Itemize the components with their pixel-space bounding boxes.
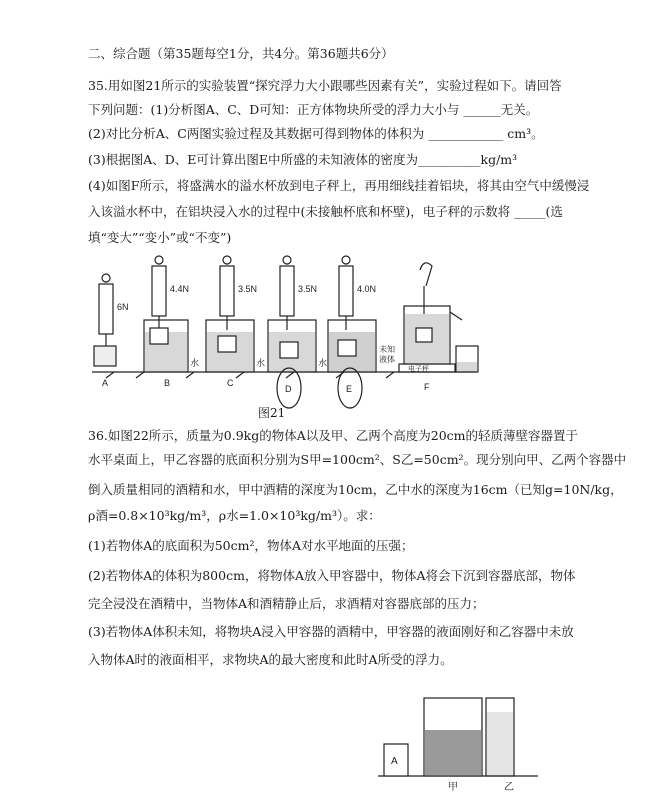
reading-c: 3.5N: [238, 284, 258, 294]
water-label-b: 水: [190, 358, 200, 368]
label-e: E: [346, 384, 353, 394]
q35-line-5: (4)如图F所示，将盛满水的溢水杯放到电子秤上，再用细线挂着铝块，将其由空气中缓慢浸: [88, 178, 590, 193]
q36-line-2: 水平桌面上，甲乙容器的底面积分别为S甲=100cm²、S乙=50cm²。现分别向甲、乙两个容器中: [88, 452, 627, 467]
fig21-setup-c: [206, 256, 254, 372]
unknown-liquid-label-1: 未知: [379, 345, 395, 354]
q35-line-4: (3)根据图A、D、E可计算出图E中所盛的未知液体的密度为__________kg/m³: [88, 152, 518, 167]
q35-line-1: 35.用如图21所示的实验装置“探究浮力大小跟哪些因素有关”，实验过程如下。请回答: [88, 78, 562, 93]
figure-21: [84, 250, 504, 420]
q36-line-4: ρ酒=0.8×10³kg/m³，ρ水=1.0×10³kg/m³）。求：: [88, 508, 381, 523]
scale-label: 电子秤: [408, 366, 429, 373]
label-d: D: [285, 384, 292, 394]
fig21-setup-b: [144, 256, 188, 372]
q35-line-3: (2)对比分析A、C两图实验过程及其数据可得到物体的体积为 ____________ cm³。: [88, 126, 544, 141]
fig22-label-a: A: [391, 756, 398, 767]
water-label-d: 水: [318, 358, 328, 368]
label-a: A: [102, 378, 109, 388]
fig21-setup-f: [399, 263, 478, 372]
q35-line-6: 入该溢水杯中，在铝块浸入水的过程中(未接触杯底和杯壁)，电子秤的示数将 _____(选: [88, 204, 563, 219]
q36-part-2b: 完全浸没在酒精中，当物体A和酒精静止后，求酒精对容器底部的压力；: [88, 596, 485, 611]
reading-d: 3.5N: [298, 284, 318, 294]
figure-21-caption: 图21: [258, 406, 286, 420]
reading-e: 4.0N: [357, 284, 377, 294]
q36-line-1: 36.如图22所示，质量为0.9kg的物体A以及甲、乙两个高度为20cm的轻质薄壁容器置于: [88, 428, 579, 443]
fig22-label-yi: 乙: [504, 782, 514, 793]
fig21-setup-a: [94, 274, 116, 366]
q36-part-2a: (2)若物体A的体积为800cm，将物体A放入甲容器中，物体A将会下沉到容器底部，物体: [88, 568, 576, 583]
fig21-setup-d: [268, 256, 316, 408]
label-c: C: [227, 378, 234, 388]
water-label-c: 水: [256, 358, 266, 368]
q35-line-7: 填“变大”“变小”或“不变”): [88, 230, 232, 245]
reading-b: 4.4N: [170, 284, 190, 294]
section-title: 二、综合题（第35题每空1分，共4分。第36题共6分）: [88, 46, 394, 61]
label-f: F: [424, 382, 430, 392]
q35-line-2: 下列问题：(1)分析图A、C、D可知：正方体物块所受的浮力大小与 ______无关。: [88, 102, 539, 117]
figure-22: [378, 688, 538, 803]
unknown-liquid-label-2: 液体: [379, 355, 395, 364]
q36-part-3b: 入物体A时的液面相平，求物块A的最大密度和此时A所受的浮力。: [88, 652, 453, 667]
fig22-label-jia: 甲: [448, 782, 458, 793]
label-b: B: [164, 378, 171, 388]
q36-part-1: (1)若物体A的底面积为50cm²，物体A对水平地面的压强；: [88, 538, 414, 553]
q36-line-3: 倒入质量相同的酒精和水，甲中酒精的深度为10cm，乙中水的深度为16cm（已知g=10N/kg，: [88, 482, 623, 497]
q36-part-3a: (3)若物体A体积未知，将物块A浸入甲容器的酒精中，甲容器的液面刚好和乙容器中未放: [88, 624, 574, 639]
reading-a: 6N: [117, 302, 129, 312]
